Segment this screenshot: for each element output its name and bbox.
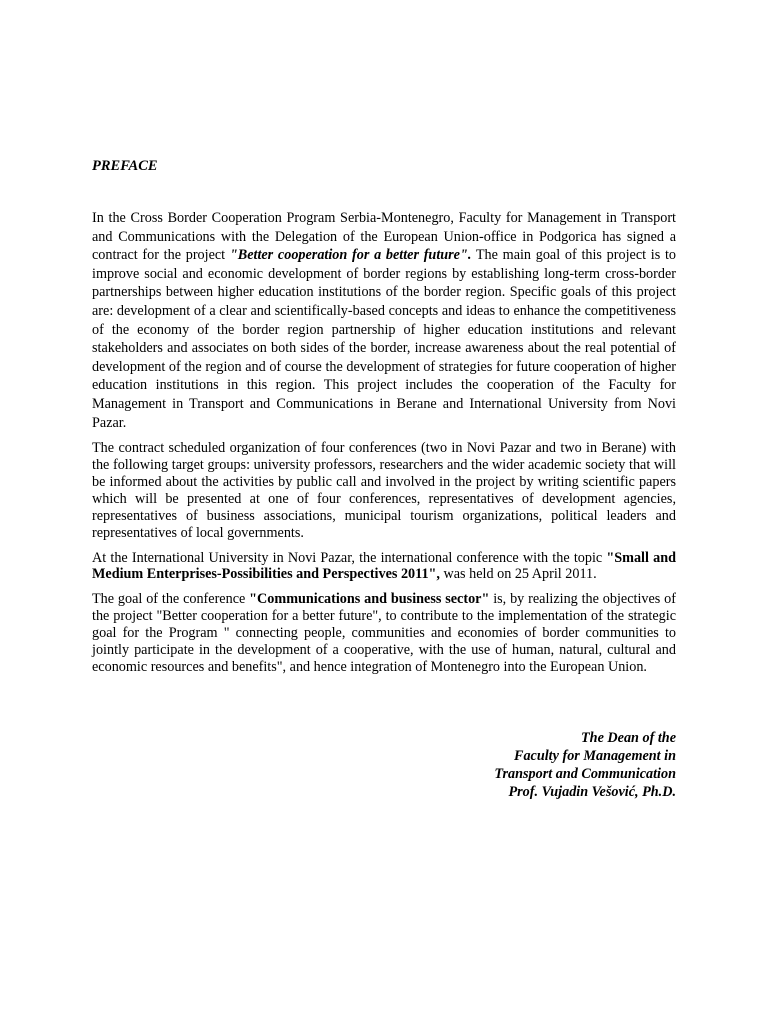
signature-block (494, 729, 676, 801)
paragraph-1-text-a: In the Cross Border Cooperation Program Serbia-Montenegro, Faculty for Management in Transport and Communications with the Delegation of the European Union-office in Podgorica has signed a contract for the project (92, 210, 676, 264)
conference-topic-emphasis: "Small and Medium Enterprises-Possibilities and Perspectives 2011", (92, 549, 676, 583)
paragraph-3 (92, 550, 676, 584)
signature-line-1: The Dean of the (581, 730, 676, 746)
paragraph-1-text-c: The main goal of this project is to improve social and economic development of border regions by establishing long-term cross-border partnerships between higher education institutions of the border region. Specific goals of this project are: development of a clear and scientifically-based concepts and ideas to enhance the competitiveness of the economy of the border region partnership of higher education institutions and relevant stakeholders and associates on both sides of the border, increase awareness about the real potential of development of the region and of course the development of strategies for future cooperation of higher education institutions in this region. This project includes the cooperation of the Faculty for Management in Transport and Communications in Berane and International University from Novi Pazar. (92, 247, 677, 431)
paragraph-1 (92, 209, 676, 432)
project-title-emphasis: "Better cooperation for a better future". (229, 247, 472, 264)
signature-line-2: Faculty for Management in (514, 748, 676, 764)
page-title: PREFACE (92, 158, 158, 174)
paragraph-3-text-c: was held on 25 April 2011. (439, 566, 597, 583)
paragraph-4-text-c: is, by realizing the objectives of the project "Better cooperation for a better future", to contribute to the implementation of the strategic goal for the Program " connecting people, communities and economies of border communities to jointly participate in the development of a cooperative, with the use of human, natural, cultural and economic resources and benefits", and hence integration of Montenegro into the European Union. (92, 591, 677, 675)
conference-name-emphasis: "Communications and business sector" (249, 591, 490, 608)
signature-line-3: Transport and Communication (494, 766, 676, 782)
document-body (92, 156, 676, 684)
paragraph-2: The contract scheduled organization of four conferences (two in Novi Pazar and two in Berane) with the following target groups: university professors, researchers and the wider academic society that will be informed about the activities by public call and involved in the project by writing scientific papers which will be presented at one of four conferences, representatives of development agencies, representatives of business associations, municipal tourism organizations, political leaders and representatives of local governments. (92, 440, 676, 541)
paragraph-4 (92, 591, 676, 676)
paragraph-3-text-a: At the International University in Novi Pazar, the international conference with the topic (92, 549, 607, 566)
paragraph-4-text-a: The goal of the conference (92, 591, 250, 608)
signature-line-4: Prof. Vujadin Vešović, Ph.D. (508, 784, 676, 800)
